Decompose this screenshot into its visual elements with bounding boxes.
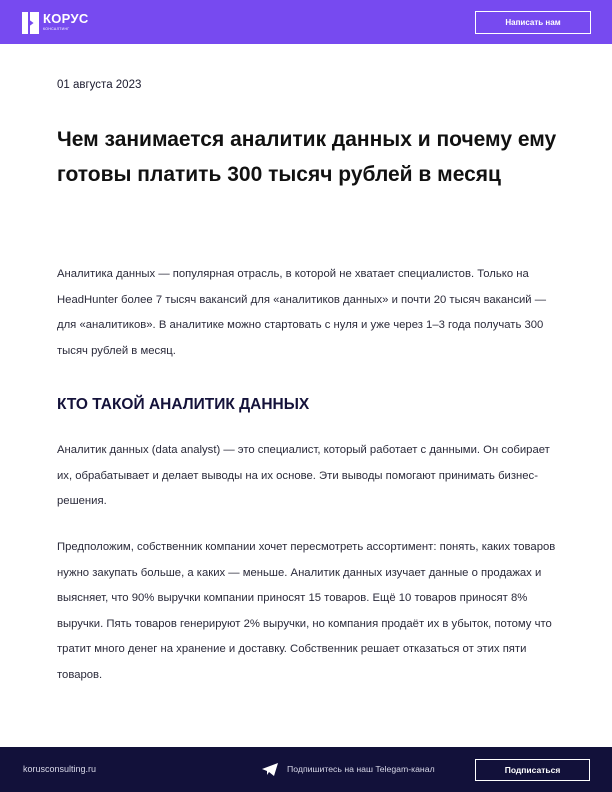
intro-paragraph: Аналитика данных — популярная отрасль, в которой не хватает специалистов. Только на HeadHunter более 7 тысяч вакансий для «аналитиков данных» и почти 20 тысяч вакансий — для «аналитиков». В аналитике можно стартовать с нуля и уже через 1–3 года получать 300 тысяч рублей в месяц. — [57, 268, 547, 357]
footer — [0, 747, 612, 792]
paragraph-2: Предположим, собственник компании хочет пересмотреть ассортимент: понять, каких товаров нужно закупать больше, а каких — меньше. Аналитик данных изучает данные о продажах и выясняет, что 90% выручки компании приносят 15 товаров. Ещё 10 товаров приносят 8% выручки. Пять товаров генерируют 2% выручки, но компания продаёт их в убыток, потому что тратит много денег на хранение и доставку. Собственник решает отказаться от этих пяти товаров. — [57, 541, 556, 681]
paragraph-1: Аналитик данных (data analyst) — это специалист, который работает с данными. Он собирает их, обрабатывает и делает выводы на их основе. Эти выводы помогают принимать бизнес-решения. — [57, 444, 550, 507]
telegram-link[interactable]: Подпишитесь на наш Telegam-канал — [287, 764, 435, 774]
logo-name: КОРУС — [43, 11, 89, 26]
korus-logo[interactable] — [22, 12, 89, 34]
telegram-icon[interactable] — [262, 763, 278, 776]
logo-mark-icon — [22, 12, 39, 34]
header — [0, 0, 612, 44]
subscribe-button[interactable]: Подписаться — [475, 759, 590, 781]
article-title: Чем занимается аналитик данных и почему ему готовы платить 300 тысяч рублей в месяц — [57, 128, 557, 186]
article-date: 01 августа 2023 — [57, 79, 142, 91]
section-heading: КТО ТАКОЙ АНАЛИТИК ДАННЫХ — [57, 396, 310, 413]
write-us-button[interactable]: Написать нам — [475, 11, 591, 34]
site-link[interactable]: korusconsulting.ru — [23, 764, 97, 774]
logo-sub: КОНСАЛТИНГ — [43, 27, 70, 31]
